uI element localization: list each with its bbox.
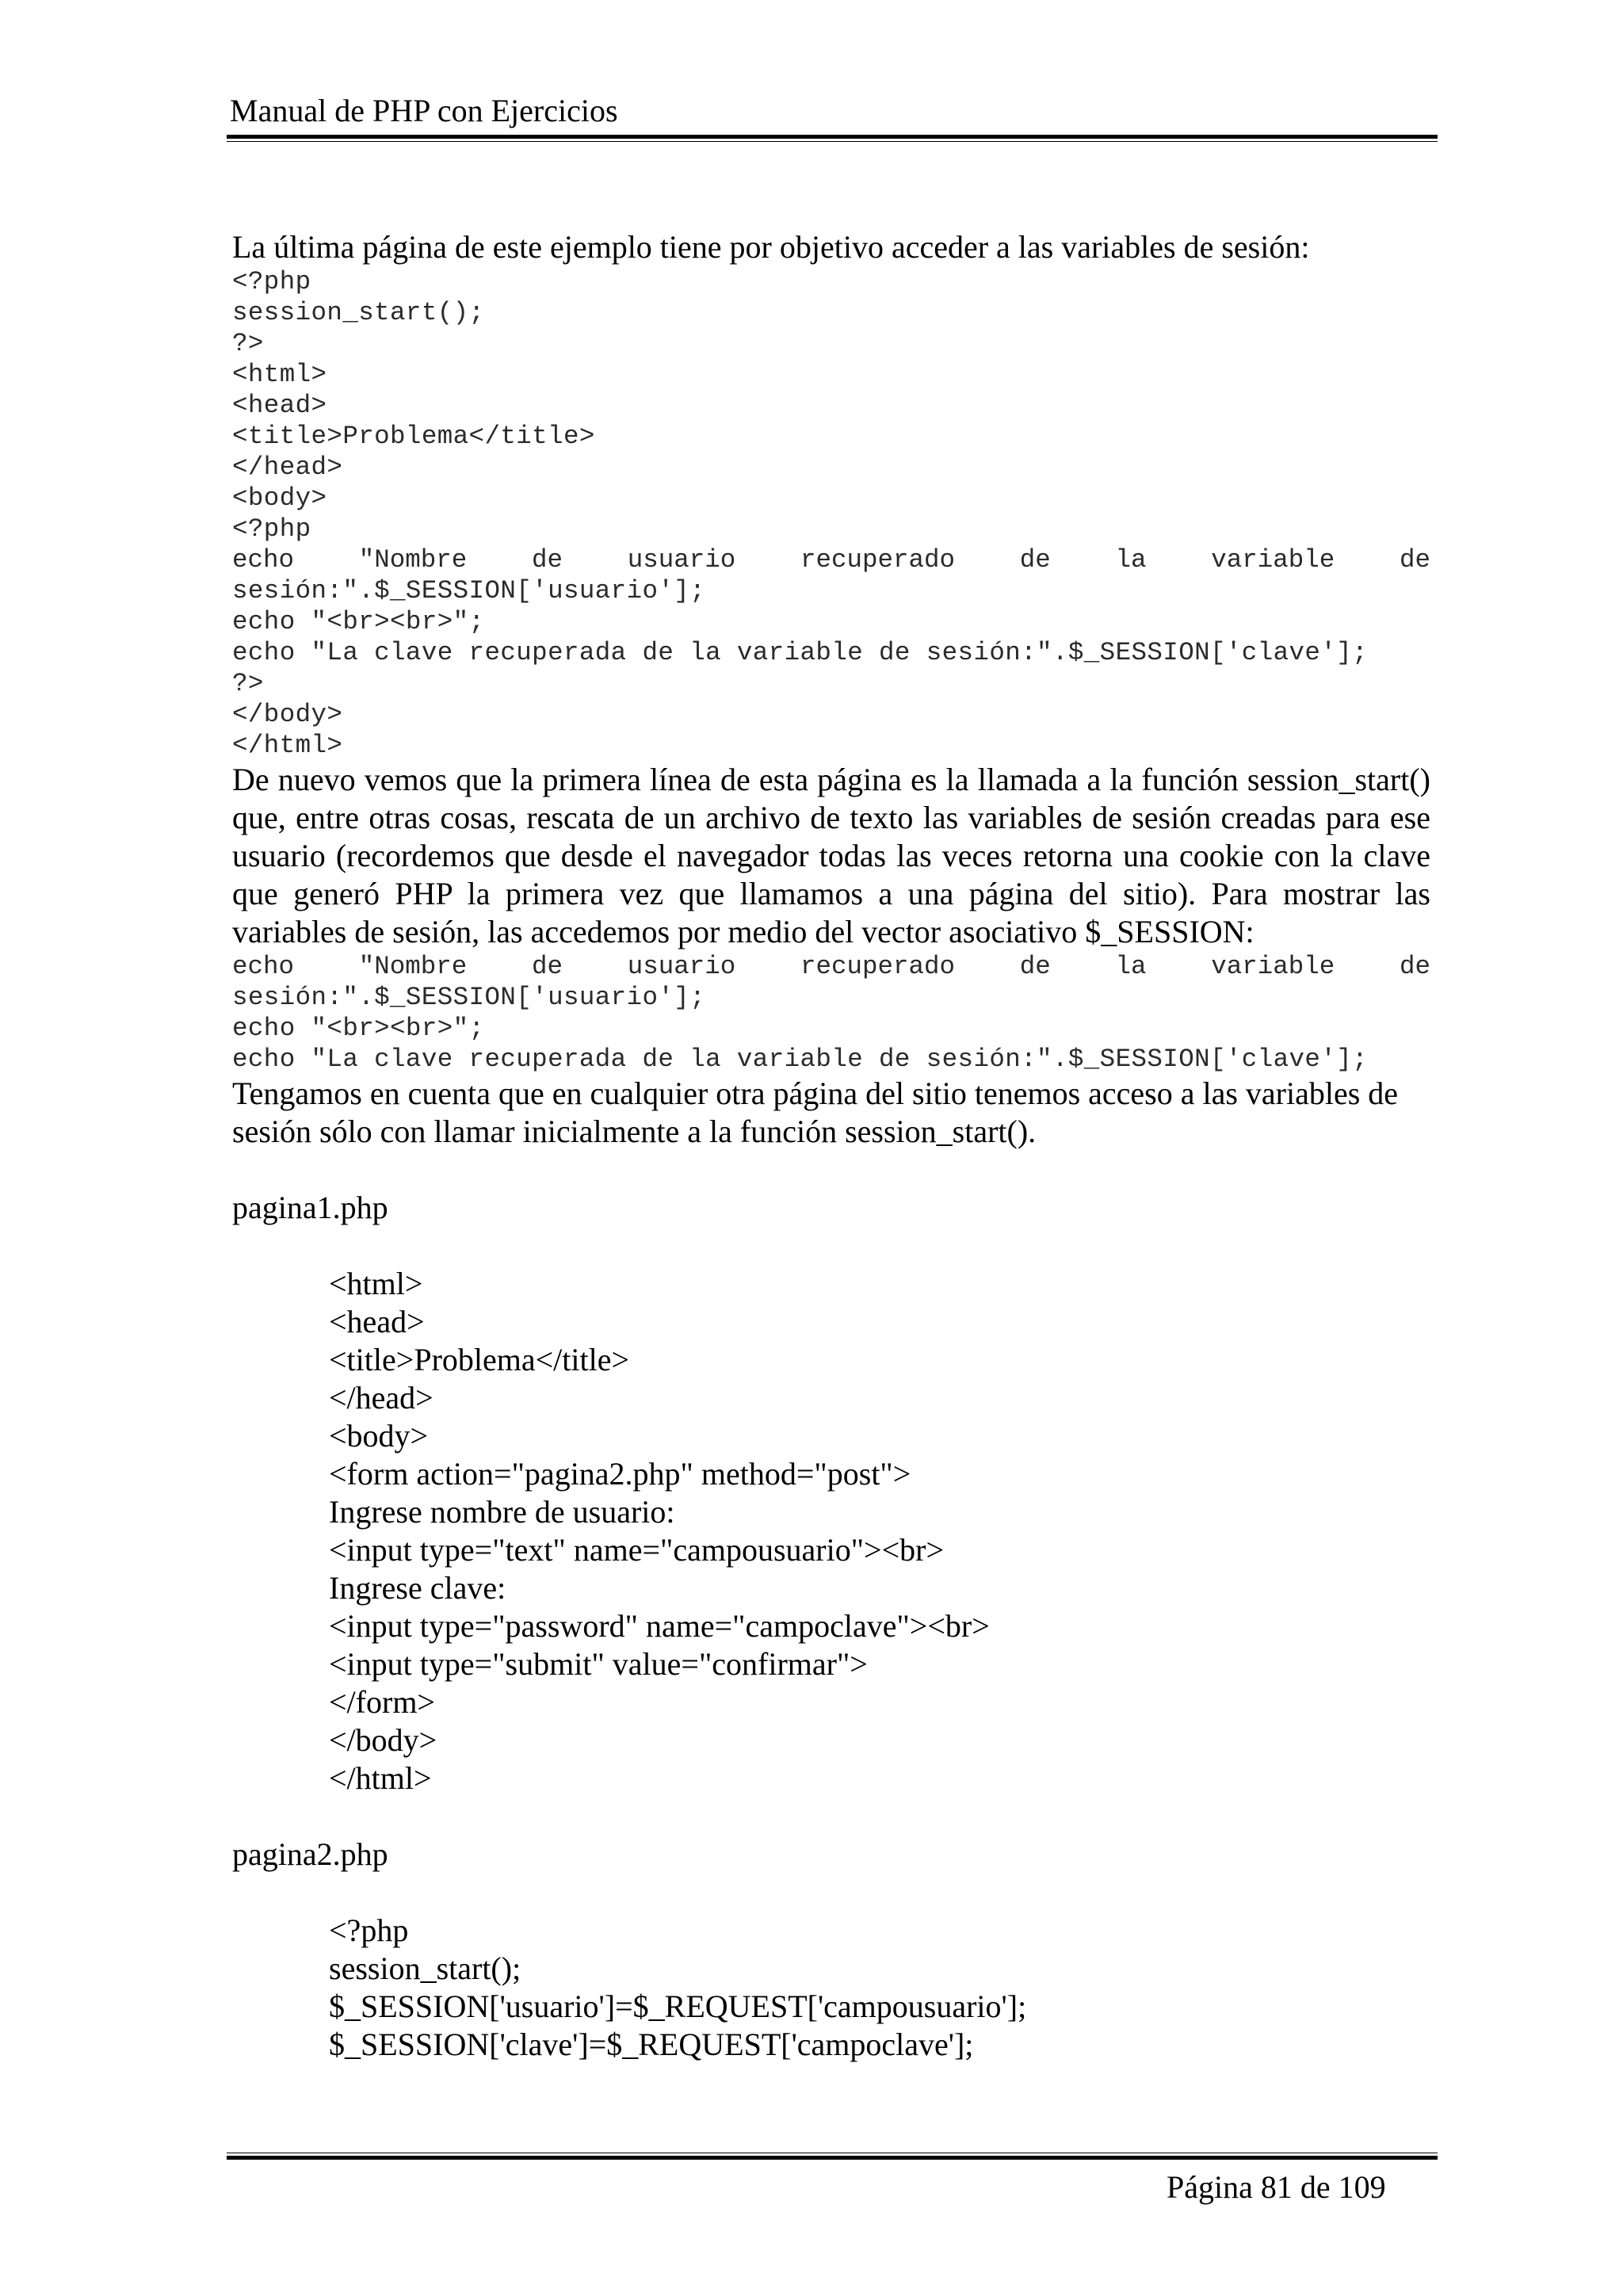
listing-line: Ingrese nombre de usuario: xyxy=(329,1494,675,1530)
listing-line: </form> xyxy=(329,1684,435,1720)
listing-line: Ingrese clave: xyxy=(329,1570,506,1606)
code-line: <head> xyxy=(232,391,327,420)
header-rule xyxy=(227,135,1438,142)
running-header-title: Manual de PHP con Ejercicios xyxy=(230,93,618,128)
page-body xyxy=(232,228,1430,2064)
intro-paragraph: La última página de este ejemplo tiene por objetivo acceder a las variables de sesión: xyxy=(232,229,1310,265)
listing-line: </head> xyxy=(329,1380,433,1415)
listing-line: <input type="password" name="campoclave"><br> xyxy=(329,1608,990,1644)
code-line: </head> xyxy=(232,453,343,482)
footer-rule xyxy=(227,2153,1438,2160)
listing-line: <head> xyxy=(329,1304,425,1339)
file-heading-pagina2: pagina2.php xyxy=(232,1836,388,1872)
listing-line: </html> xyxy=(329,1760,432,1796)
listing-line: <body> xyxy=(329,1418,429,1454)
spacer xyxy=(232,1151,1430,1189)
code-line: echo "La clave recuperada de la variable de sesión:".$_SESSION['clave']; xyxy=(232,1045,1369,1074)
file-heading-pagina1: pagina1.php xyxy=(232,1190,388,1225)
code-block-session-read xyxy=(232,266,1430,761)
code-line: <title>Problema</title> xyxy=(232,422,595,451)
code-line: </body> xyxy=(232,700,343,729)
listing-line: session_start(); xyxy=(329,1950,521,1986)
code-block-session-echo xyxy=(232,951,1430,1075)
code-line: sesión:".$_SESSION['usuario']; xyxy=(232,983,706,1012)
listing-line: </body> xyxy=(329,1722,437,1758)
spacer xyxy=(232,1797,1430,1836)
listing-line: <input type="submit" value="confirmar"> xyxy=(329,1646,868,1682)
spacer xyxy=(232,1227,1430,1265)
code-line: <html> xyxy=(232,360,327,389)
code-line: ?> xyxy=(232,329,264,358)
spacer xyxy=(232,1874,1430,1912)
code-line: <?php xyxy=(232,514,311,544)
code-listing-pagina2 xyxy=(232,1912,1430,2064)
code-line: echo "<br><br>"; xyxy=(232,1014,485,1043)
code-listing-pagina1 xyxy=(232,1265,1430,1797)
listing-line: <?php xyxy=(329,1912,409,1948)
code-line: echo "<br><br>"; xyxy=(232,607,485,636)
listing-line: $_SESSION['usuario']=$_REQUEST['campousuario']; xyxy=(329,1988,1027,2024)
code-line: <body> xyxy=(232,483,327,513)
code-line: </html> xyxy=(232,731,343,760)
code-line: <?php xyxy=(232,267,311,296)
page-number: Página 81 de 109 xyxy=(1167,2169,1386,2205)
code-line-justified: echo "Nombre de usuario recuperado de la variable de xyxy=(232,545,1430,575)
code-line-justified: echo "Nombre de usuario recuperado de la variable de xyxy=(232,952,1430,981)
code-line: sesión:".$_SESSION['usuario']; xyxy=(232,576,706,606)
listing-line: <form action="pagina2.php" method="post"> xyxy=(329,1456,911,1492)
listing-line: <html> xyxy=(329,1266,423,1301)
code-line: echo "La clave recuperada de la variable de sesión:".$_SESSION['clave']; xyxy=(232,638,1369,667)
listing-line: <input type="text" name="campousuario"><br> xyxy=(329,1532,945,1568)
listing-line: <title>Problema</title> xyxy=(329,1342,630,1377)
code-line: ?> xyxy=(232,669,264,698)
code-line: session_start(); xyxy=(232,298,485,327)
note-paragraph: Tengamos en cuenta que en cualquier otra página del sitio tenemos acceso a las variables de sesión sólo con llamar inicialmente a la función session_start(). xyxy=(232,1075,1399,1149)
explanation-paragraph: De nuevo vemos que la primera línea de esta página es la llamada a la función session_start() que, entre otras cosas, rescata de un archivo de texto las variables de sesión creadas para ese usuario (recordemos que desde el navegador todas las veces retorna una cookie con la clave que generó PHP la primera vez que llamamos a una página del sitio). Para mostrar las variables de sesión, las accedemos por medio del vector asociativo $_SESSION: xyxy=(232,762,1430,949)
listing-line: $_SESSION['clave']=$_REQUEST['campoclave']; xyxy=(329,2027,974,2062)
